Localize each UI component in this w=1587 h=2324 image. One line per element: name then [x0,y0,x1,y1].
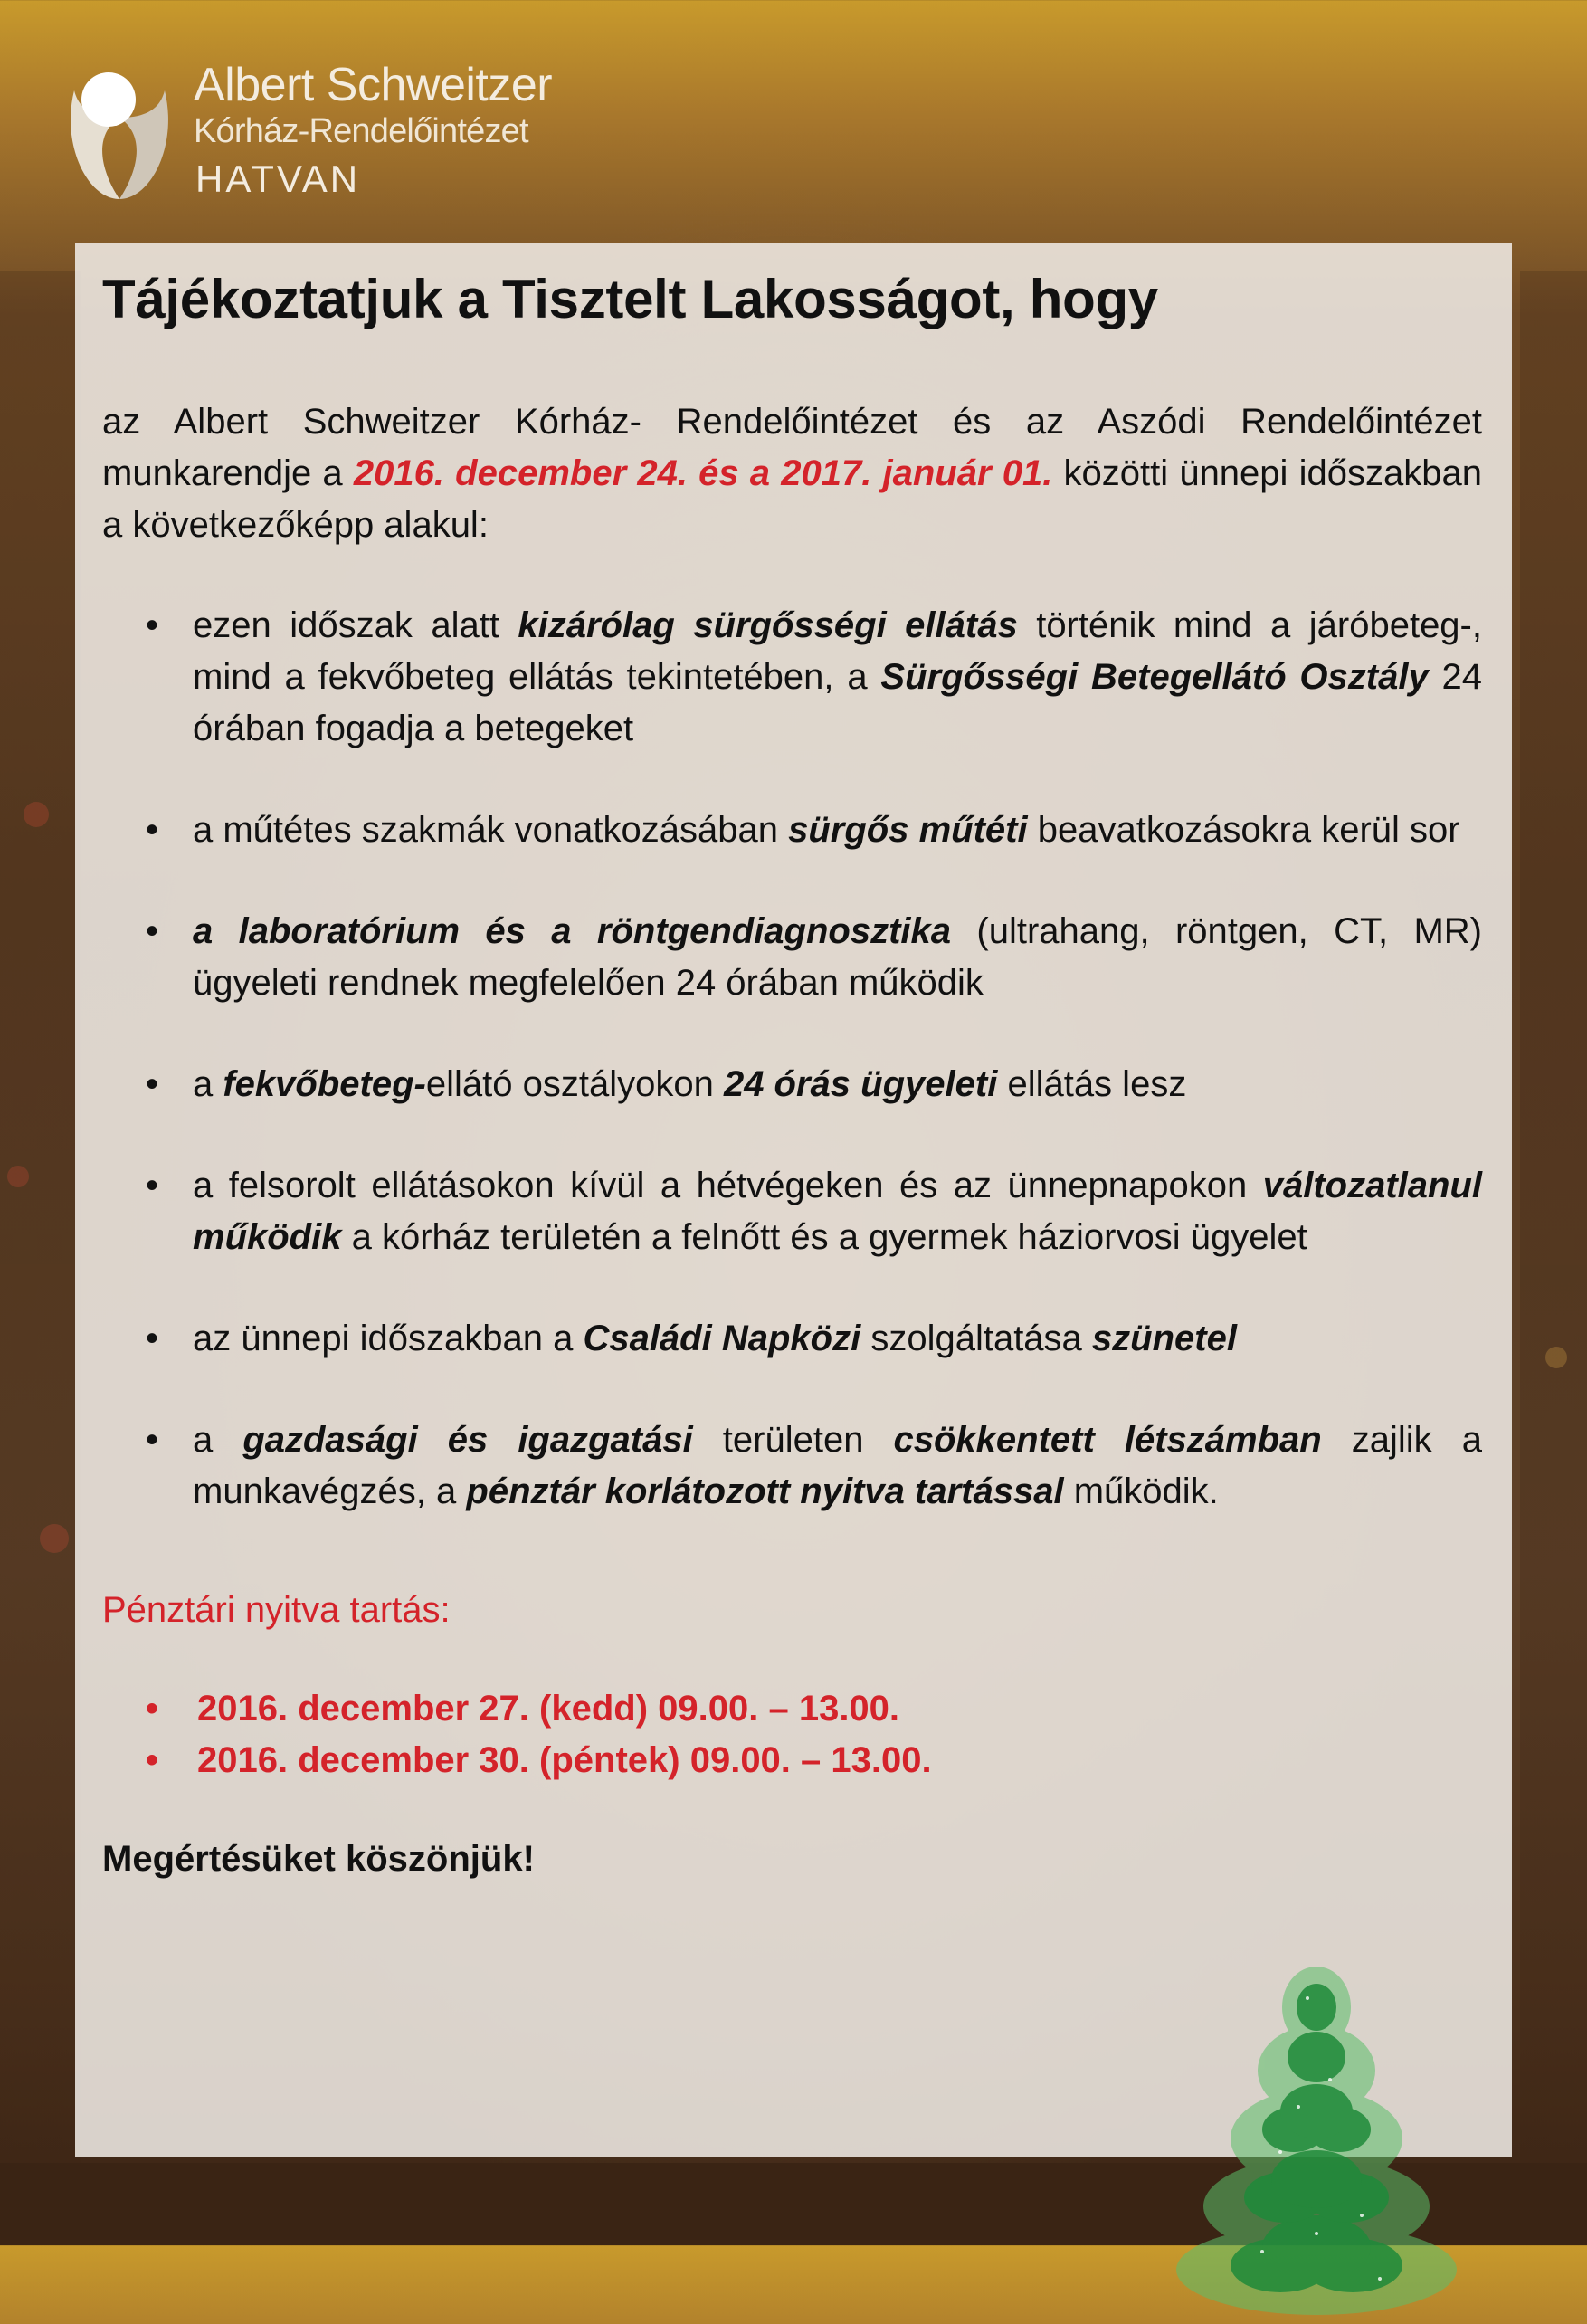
item-text: szolgáltatása [860,1319,1092,1358]
list-item [102,1313,1482,1365]
item-text: ellátás lesz [997,1064,1187,1104]
item-text: területen [692,1420,894,1460]
item-emphasis: Sürgősségi Betegellátó Osztály [880,657,1429,697]
list-item [102,600,1482,755]
item-text: ezen időszak alatt [193,605,518,645]
hospital-header [65,56,572,214]
item-emphasis: szünetel [1091,1319,1237,1358]
item-text: a műtétes szakmák vonatkozásában [193,810,789,850]
item-emphasis: Családi Napközi [583,1319,861,1358]
item-text: történik mind a járóbeteg-, mind a fekvőbeteg ellátás tekintetében, a [193,605,1482,697]
intro-text-2: közötti ünnepi időszakban a következőképp alakul: [102,453,1482,545]
cashier-hours-item: • 2016. december 30. (péntek) 09.00. – 13.00. [102,1735,1482,1786]
hospital-subtitle: Kórház-Rendelőintézet [194,112,528,150]
item-text: a kórház területén a felnőtt és a gyermek háziorvosi ügyelet [341,1217,1307,1257]
item-text: ellátó osztályokon [425,1064,724,1104]
list-item [102,805,1482,856]
list-item [102,1160,1482,1263]
intro-text-1: az Albert Schweitzer Kórház- Rendelőintézet és az Aszódi Rendelőintézet munkarendje a [102,402,1482,493]
cashier-hours-title: Pénztári nyitva tartás: [102,1590,451,1630]
item-text: működik. [1063,1472,1219,1511]
cashier-hours-list [102,1683,1482,1786]
item-emphasis: 24 órás ügyeleti [723,1064,998,1104]
item-text: a [193,1064,223,1104]
item-text: a felsorolt ellátásokon kívül a hétvégeken és az ünnepnapokon [193,1166,1263,1205]
item-emphasis: kizárólag sürgősségi ellátás [518,605,1018,645]
hospital-logo-icon [65,63,174,208]
list-item [102,906,1482,1009]
item-text: beavatkozásokra kerül sor [1027,810,1460,850]
item-emphasis: csökkentett létszámban [893,1420,1322,1460]
item-text: zajlik a munkavégzés, a [193,1420,1482,1511]
item-text: az ünnepi időszakban a [193,1319,584,1358]
item-emphasis: a laboratórium és a röntgendiagnosztika [193,911,952,951]
christmas-tree-icon [1172,1944,1461,2324]
item-emphasis: pénztár korlátozott nyitva tartással [466,1472,1064,1511]
thanks-text: Megértésüket köszönjük! [102,1839,535,1879]
item-emphasis: fekvőbeteg- [223,1064,426,1104]
intro-dates: 2016. december 24. és a 2017. január 01. [353,453,1053,493]
notice-content [102,261,1482,1880]
notice-title: Tájékoztatjuk a Tisztelt Lakosságot, hogy [102,269,1158,329]
item-emphasis: sürgős műtéti [788,810,1028,850]
item-text: 24 órában fogadja a betegeket [193,657,1483,748]
list-item [102,1059,1482,1110]
hospital-city: HATVAN [195,157,361,200]
notice-intro [102,396,1482,551]
item-text: a [193,1420,243,1460]
list-item [102,1414,1482,1518]
notice-card [75,243,1512,2157]
item-emphasis: gazdasági és igazgatási [242,1420,693,1460]
hospital-name: Albert Schweitzer [194,59,553,111]
arrangement-list [102,600,1482,1518]
item-text: (ultrahang, röntgen, CT, MR) ügyeleti rendnek megfelelően 24 órában működik [193,911,1482,1003]
item-emphasis: változatlanul működik [193,1166,1482,1257]
cashier-hours-item: • 2016. december 27. (kedd) 09.00. – 13.00. [102,1683,1482,1735]
